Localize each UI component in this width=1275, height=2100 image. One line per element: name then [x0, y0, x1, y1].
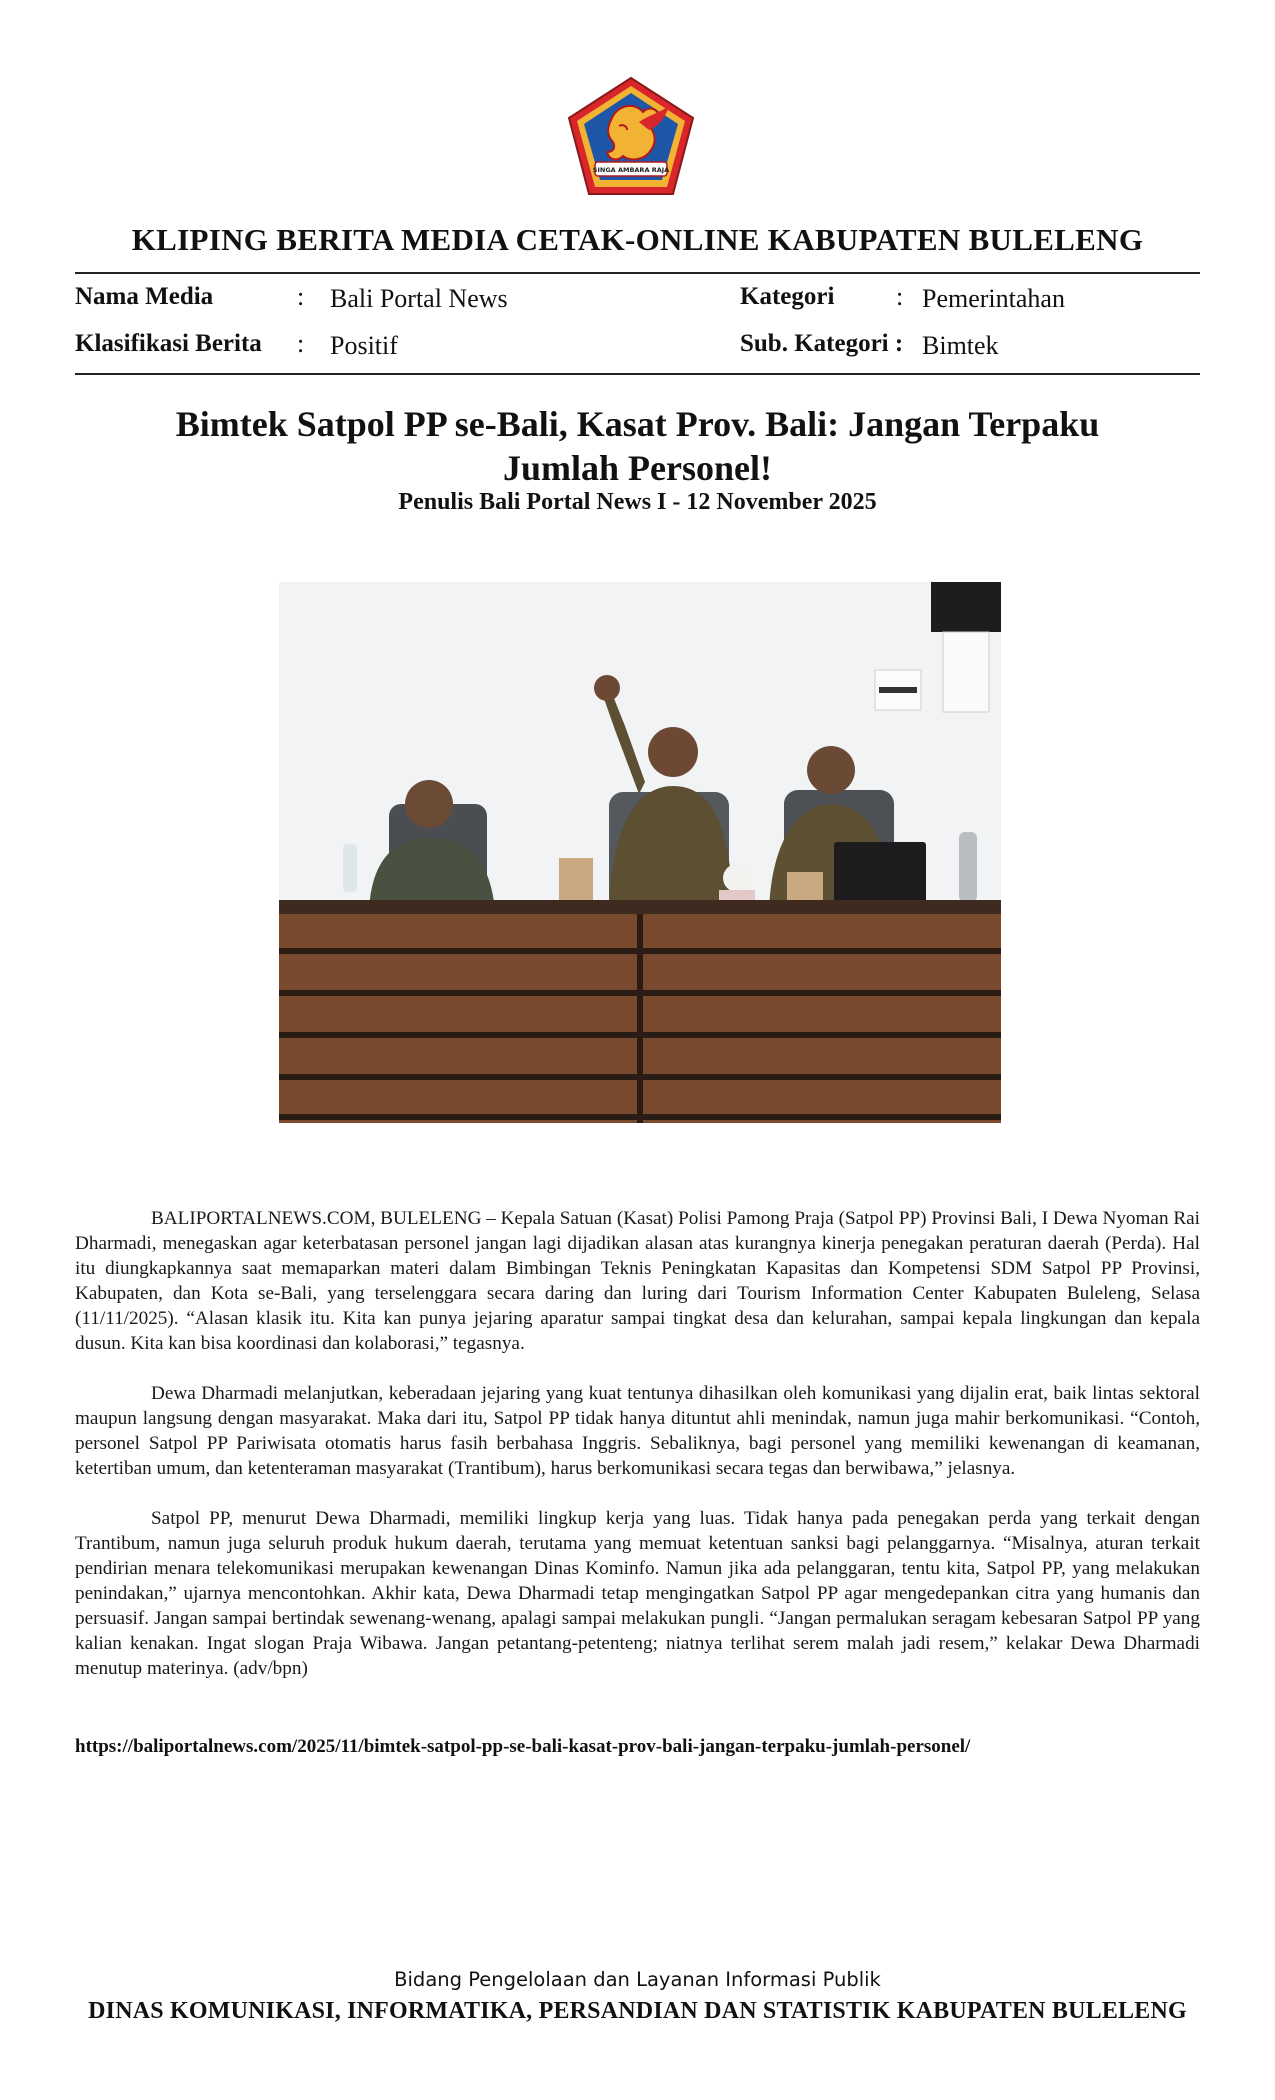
- nama-media-value: Bali Portal News: [330, 284, 508, 313]
- buleleng-coat-of-arms-logo: [565, 76, 697, 198]
- article-byline: Penulis Bali Portal News I - 12 November 2025: [398, 489, 877, 515]
- article-paragraph: Dewa Dharmadi melanjutkan, keberadaan jejaring yang kuat tentunya dihasilkan oleh komunikasi yang dijalin erat, baik lintas sektoral maupun langsung dengan masyarakat. Maka dari itu, Satpol PP tidak hanya dituntut ahli menindak, namun juga mahir berkomunikasi. “Contoh, personel Satpol PP Pariwisata otomatis harus fasih berbahasa Inggris. Sebaliknya, bagi personel yang memiliki kewenangan di keamanan, ketertiban umum, dan ketenteraman masyarakat (Trantibum), harus berkomunikasi secara tegas dan berwibawa,” jelasnya.: [75, 1383, 1200, 1479]
- top-divider: [75, 272, 1200, 274]
- klasifikasi-berita-value: Positif: [330, 331, 398, 360]
- bottom-divider: [75, 373, 1200, 375]
- footer-title: DINAS KOMUNIKASI, INFORMATIKA, PERSANDIAN DAN STATISTIK KABUPATEN BULELENG: [88, 1998, 1187, 2024]
- document-header-title: KLIPING BERITA MEDIA CETAK-ONLINE KABUPATEN BULELENG: [131, 222, 1144, 257]
- article-body: [75, 1206, 1200, 1706]
- kategori-label: Kategori: [740, 283, 835, 310]
- article-title-line-1: Bimtek Satpol PP se-Bali, Kasat Prov. Bali: Jangan Terpaku: [175, 404, 1100, 444]
- klasifikasi-separator: :: [297, 329, 305, 358]
- kategori-value: Pemerintahan: [922, 284, 1065, 313]
- news-photo: [279, 582, 1001, 1123]
- footer-subtitle: Bidang Pengelolaan dan Layanan Informasi Publik: [394, 1968, 881, 1991]
- klasifikasi-berita-label: Klasifikasi Berita: [75, 330, 262, 357]
- article-title-line-2: Jumlah Personel!: [503, 448, 772, 488]
- sub-kategori-label: Sub. Kategori :: [740, 330, 904, 357]
- kategori-separator: :: [896, 282, 904, 311]
- article-title: [120, 402, 1155, 490]
- article-paragraph: Satpol PP, menurut Dewa Dharmadi, memiliki lingkup kerja yang luas. Tidak hanya pada penegakan perda yang terkait dengan Trantibum, namun juga seluruh produk hukum daerah, terutama yang memuat ketentuan sanksi bagi pelanggarnya. “Misalnya, aturan terkait pendirian menara telekomunikasi merupakan kewenangan Dinas Kominfo. Namun jika ada pelanggaran, tentu kita, Satpol PP, yang melakukan penindakan,” ujarnya mencontohkan. Akhir kata, Dewa Dharmadi tetap mengingatkan Satpol PP agar mengedepankan citra yang humanis dan persuasif. Jangan sampai bertindak sewenang-wenang, apalagi sampai melakukan pungli. “Jangan permalukan seragam kebesaran Satpol PP yang kalian kenakan. Ingat slogan Praja Wibawa. Jangan petantang-petenteng; niatnya terlihat serem malah jadi resem,” kelakar Dewa Dharmadi menutup materinya. (adv/bpn): [75, 1508, 1200, 1679]
- nama-media-label: Nama Media: [75, 283, 214, 310]
- source-url-link[interactable]: https://baliportalnews.com/2025/11/bimtek-satpol-pp-se-bali-kasat-prov-bali-jangan-terpaku-jumlah-personel/: [75, 1736, 971, 1757]
- logo-motto-text: SINGA AMBARA RAJA: [592, 166, 670, 174]
- sub-kategori-value: Bimtek: [922, 331, 999, 360]
- article-paragraph: BALIPORTALNEWS.COM, BULELENG – Kepala Satuan (Kasat) Polisi Pamong Praja (Satpol PP) Provinsi Bali, I Dewa Nyoman Rai Dharmadi, menegaskan agar keterbatasan personel jangan lagi dijadikan alasan atas kurangnya kinerja penegakan peraturan daerah (Perda). Hal itu diungkapkannya saat memaparkan materi dalam Bimbingan Teknis Peningkatan Kapasitas dan Kompetensi SDM Satpol PP Provinsi, Kabupaten, dan Kota se-Bali, yang terselenggara secara daring dan luring dari Tourism Information Center Kabupaten Buleleng, Selasa (11/11/2025). “Alasan klasik itu. Kita kan punya jejaring aparatur sampai tingkat desa dan kelurahan, sampai kepala lingkungan dan kepala dusun. Kita kan bisa koordinasi dan kolaborasi,” tegasnya.: [75, 1208, 1200, 1354]
- nama-media-separator: :: [297, 282, 305, 311]
